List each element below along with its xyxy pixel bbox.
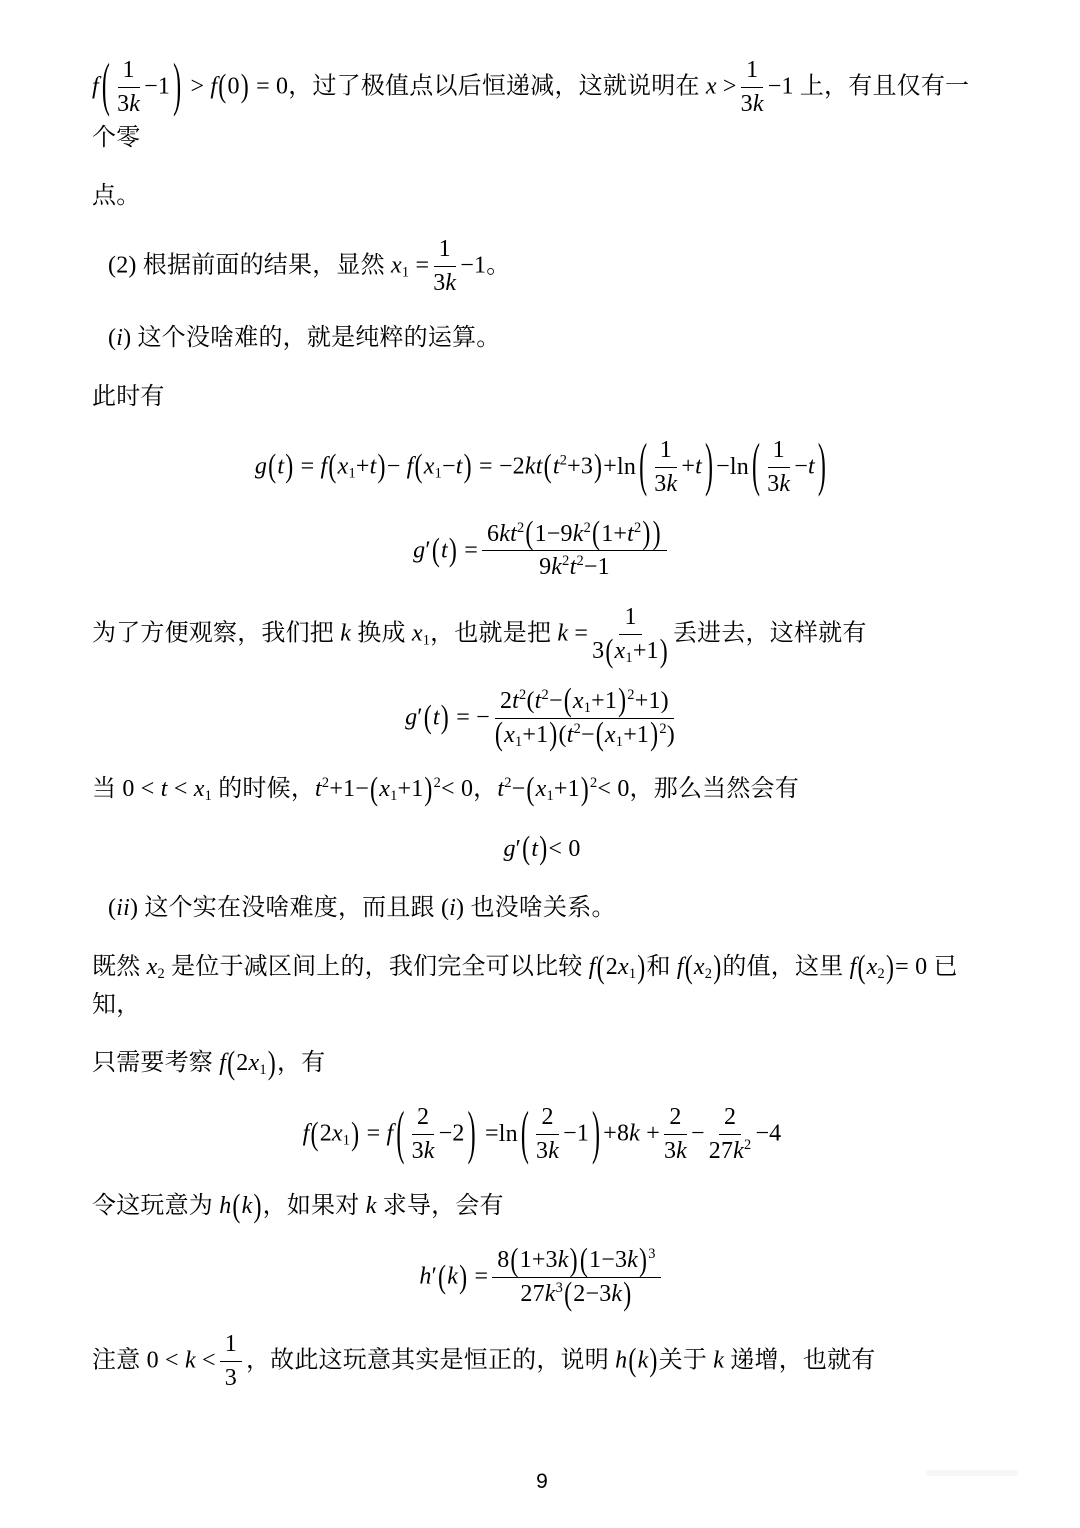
scan-artifact-line (926, 1470, 1018, 1476)
formula-g-derivative-substituted: g′(t) = − $\frac{2t^2(t^2-(x_1+1)^2+1)}{(x_1+1)(t^2-(x_1+1)^2)}$ (405, 683, 675, 754)
part2-heading: (2) 根据前面的结果，显然 $x_1$ = $\frac{1}{3k}$ −1。 (108, 235, 511, 296)
cishiyou-lead-in: 此时有 (92, 382, 165, 410)
consider-f2x1-paragraph: 只需要考察 $f(2x_1)$，有 (92, 1045, 326, 1082)
formula-g-derivative-negative: g′(t)< 0 (503, 831, 581, 868)
compare-values-paragraph: 既然 $x_2$ 是位于减区间上的，我们完全可以比较 $f(2x_1)$和 $f(x_2)$的值，这里 $f(x_2)= 0$ 已知， (92, 949, 958, 1019)
paragraph-unique-zero-line1: f ( $\frac{1}{3k}$ −1 ) > f(0) = 0，过了极值点以后恒递减，这就说明在 x > $\frac{1}{3k}$ −1 上，有且仅有一个零 (92, 55, 970, 151)
paragraph-unique-zero-line2: 点。 (92, 181, 141, 209)
substitute-k-paragraph: 为了方便观察，我们把 k 换成 $x_1$，也就是把 k = $\frac{1}{3(x_1+1)}$ 丢进去，这样就有 (92, 604, 867, 670)
conclusion-paragraph: 注意 0 < k < $\frac{1}{3}$ ，故此这玩意其实是恒正的，说明 h(k)关于 k 递增，也就有 (92, 1330, 876, 1391)
formula-g-derivative: g′(t) = $\frac{6kt^2(1-9k^2(1+t^2))}{9k^2t^2-1}$ (92, 520, 992, 583)
interval-analysis-paragraph: 当 $0 < t < x_1$ 的时候，$t^2+1-(x_1+1)^2< 0$，$t^2-(x_1+1)^2< 0$，那么当然会有 (92, 772, 799, 808)
part-i-heading: (i) 这个没啥难的，就是纯粹的运算。 (108, 323, 501, 351)
document-body (92, 56, 992, 1392)
formula-g-definition: $g(t) = f(x_1+t)- f(x_1-t) = -2kt(t^2+3)+\ln$ ( $\frac{1}{3k}$ +t ) −ln ( $\frac{1}{3k}$ −t ) (254, 435, 827, 500)
define-h-paragraph: 令这玩意为 h(k)，如果对 k 求导，会有 (92, 1188, 504, 1225)
part-ii-heading: (ii) 这个实在没啥难度，而且跟 (i) 也没啥关系。 (108, 893, 616, 921)
page-number: 9 (536, 1470, 548, 1493)
formula-h-derivative: h′(k) = $\frac{8(1+3k)(1-3k)^3}{27k^3(2-3k)}$ (92, 1246, 992, 1309)
formula-f-2x1: $f(2x_1) = f$ ( $\frac{2}{3k}$ −2 ) =ln ( $\frac{2}{3k}$ −1 ) +8k + $\frac{2}{3k}$ − $\frac{2}{27k^2}$ −4 (302, 1102, 782, 1167)
